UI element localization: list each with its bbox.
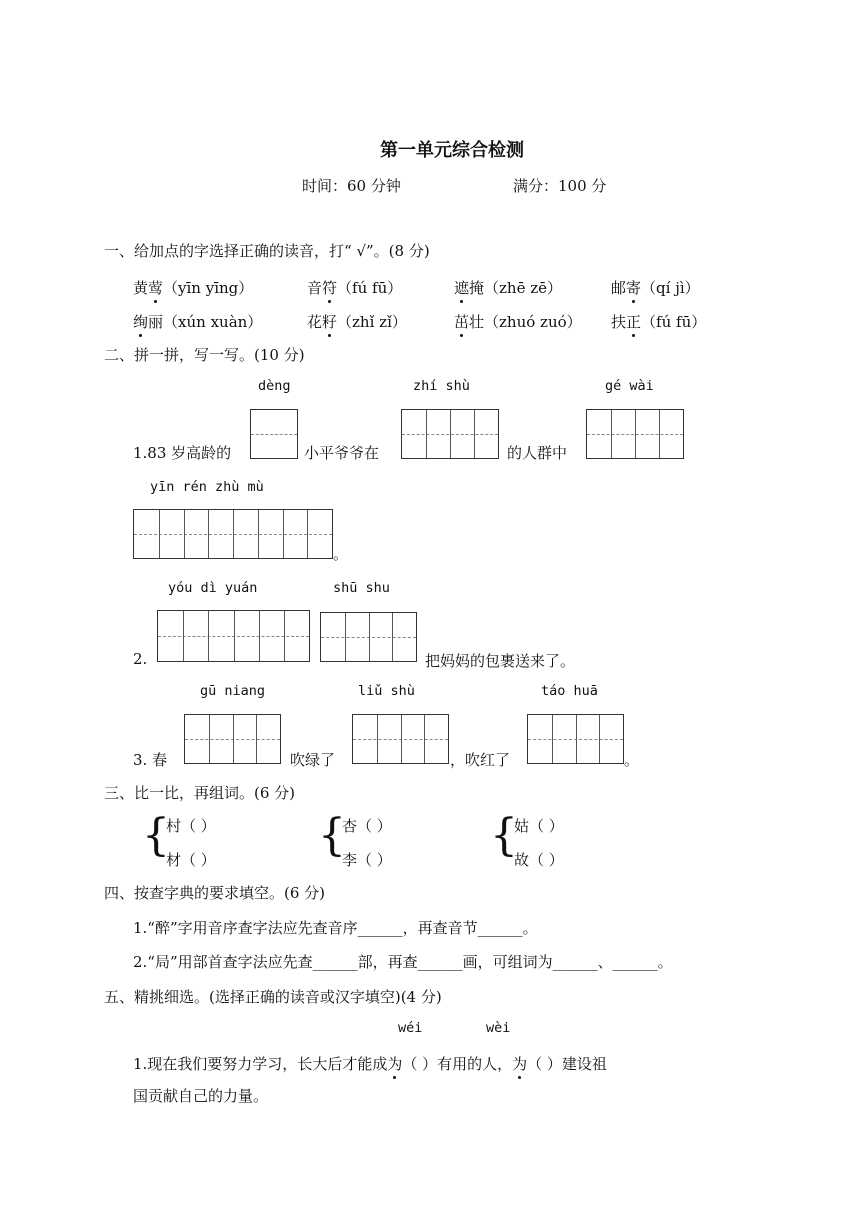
choice-question-1: 1.现在我们要努力学习，长大后才能成为（ ）有用的人，为（ ）建设祖: [133, 1055, 607, 1073]
compare-word: 杏（ ）: [342, 817, 392, 835]
pinyin-wei2: wéi: [398, 1020, 423, 1036]
section-4-heading: 四、按查字典的要求填空。(6 分): [104, 884, 326, 902]
pinyin-gewai: gé wài: [605, 378, 654, 394]
q2-text-a: 2.: [133, 650, 148, 668]
pinyin-taohua: táo huā: [541, 683, 598, 699]
q3-text-c: ，吹红了: [450, 751, 511, 769]
q1-text-a: 1.83 岁高龄的: [133, 444, 232, 462]
writing-grid-1[interactable]: [250, 409, 298, 459]
q3-text-a: 3. 春: [133, 751, 168, 769]
brace-icon: {: [490, 810, 518, 861]
compare-word: 李（ ）: [342, 851, 392, 869]
brace-icon: {: [318, 810, 346, 861]
compare-word: 村（ ）: [166, 817, 216, 835]
q1-end: 。: [333, 545, 349, 563]
reading-item: 绚丽（xún xuàn）: [133, 313, 263, 331]
choice-question-1-line2: 国贡献自己的力量。: [133, 1087, 269, 1105]
brace-icon: {: [142, 810, 170, 861]
q3-end: 。: [624, 751, 640, 769]
writing-grid-4[interactable]: [133, 509, 333, 559]
q2-text-b: 把妈妈的包裹送来了。: [425, 652, 576, 670]
writing-grid-8[interactable]: [352, 714, 449, 764]
pinyin-yinrenzhumu: yīn rén zhù mù: [150, 479, 264, 495]
pinyin-shushu: shū shu: [333, 580, 390, 596]
pinyin-wei4: wèi: [486, 1020, 511, 1036]
writing-grid-5[interactable]: [157, 610, 310, 662]
section-5-heading: 五、精挑细选。(选择正确的读音或汉字填空)(4 分): [104, 988, 442, 1006]
reading-item: 音符（fú fū）: [307, 279, 403, 297]
pinyin-youdiyuan: yóu dì yuán: [168, 580, 258, 596]
pinyin-deng: dèng: [258, 378, 291, 394]
writing-grid-7[interactable]: [184, 714, 281, 764]
full-score: 满分：100 分: [513, 177, 607, 195]
dictionary-question-2: 2.“局”用部首查字法应先查______部，再查______画，可组词为______、______。: [133, 953, 673, 971]
writing-grid-2[interactable]: [401, 409, 499, 459]
reading-item: 茁壮（zhuó zuó）: [454, 313, 582, 331]
reading-item: 邮寄（qí jì）: [611, 279, 700, 297]
pinyin-zhishu: zhí shù: [413, 378, 470, 394]
page-title: 第一单元综合检测: [380, 140, 524, 161]
writing-grid-6[interactable]: [320, 612, 417, 662]
q1-text-b: 小平爷爷在: [304, 444, 380, 462]
reading-item: 遮掩（zhē zē）: [454, 279, 563, 297]
writing-grid-3[interactable]: [586, 409, 684, 459]
compare-word: 姑（ ）: [514, 817, 564, 835]
section-3-heading: 三、比一比，再组词。(6 分): [104, 784, 296, 802]
writing-grid-9[interactable]: [527, 714, 624, 764]
compare-word: 故（ ）: [514, 851, 564, 869]
section-1-heading: 一、给加点的字选择正确的读音，打“ √”。(8 分): [104, 242, 430, 260]
section-2-heading: 二、拼一拼，写一写。(10 分): [104, 346, 305, 364]
compare-word: 材（ ）: [166, 851, 216, 869]
time-limit: 时间：60 分钟: [302, 177, 401, 195]
reading-item: 扶正（fú fū）: [611, 313, 707, 331]
reading-item: 黄莺（yīn yīng）: [133, 279, 254, 297]
reading-item: 花籽（zhǐ zǐ）: [307, 313, 407, 331]
q3-text-b: 吹绿了: [290, 751, 336, 769]
pinyin-guniang: gū niang: [200, 683, 266, 699]
q1-text-c: 的人群中: [507, 444, 568, 462]
dictionary-question-1: 1.“醉”字用音序查字法应先查音序______，再查音节______。: [133, 919, 538, 937]
pinyin-liushu: liǔ shù: [358, 683, 415, 699]
